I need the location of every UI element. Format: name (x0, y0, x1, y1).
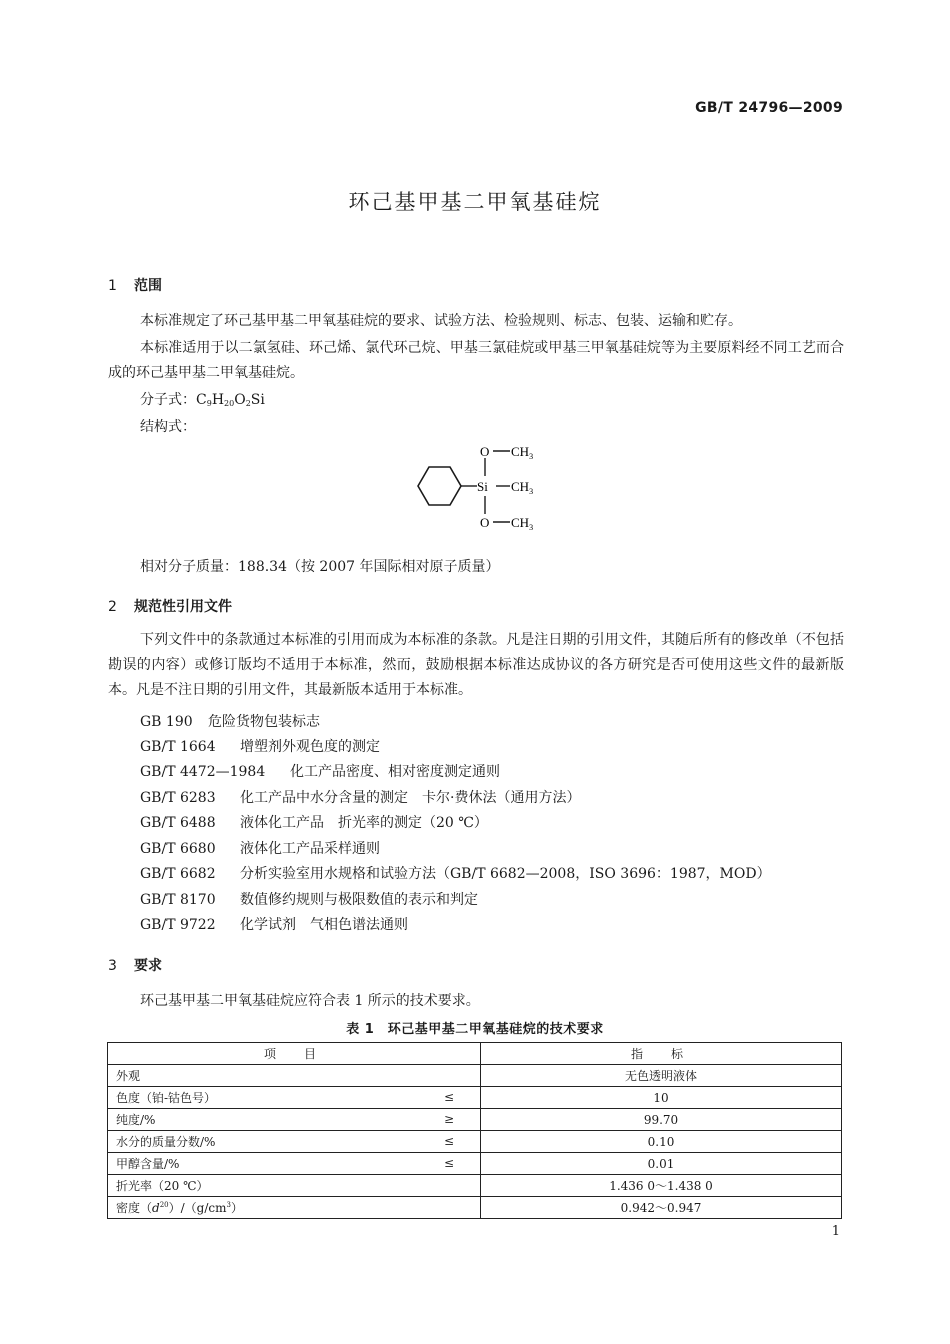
reference-title: 化工产品中水分含量的测定 卡尔·费休法（通用方法） (240, 790, 581, 806)
formula-c-count: 9 (206, 399, 212, 408)
page-number: 1 (831, 1224, 840, 1239)
section-title: 范围 (134, 278, 162, 294)
reference-title: 数值修约规则与极限数值的表示和判定 (240, 892, 478, 908)
item-cell (108, 1109, 481, 1131)
reference-item (140, 914, 408, 934)
formula-label: 分子式： (140, 392, 196, 408)
reference-item (140, 711, 320, 731)
value-cell: 99.70 (481, 1109, 842, 1131)
reference-code: GB 190 (140, 714, 193, 730)
density-symbol: d (152, 1201, 160, 1215)
value-cell: 10 (481, 1087, 842, 1109)
scope-paragraph-2: 本标准适用于以二氯氢硅、环己烯、氯代环己烷、甲基三氯硅烷或甲基三甲氧基硅烷等为主要原料经不同工艺而合成的环己基甲基二甲氧基硅烷。 (108, 340, 844, 381)
reference-title: 增塑剂外观色度的测定 (240, 739, 380, 755)
density-temperature: 20 (159, 1201, 169, 1209)
formula-c: C (196, 392, 207, 408)
reference-item (140, 812, 488, 832)
reference-item (140, 889, 478, 909)
methyl-label: $CH_3$ (511, 479, 534, 496)
comparison-sign: ≤ (443, 1156, 454, 1170)
section-3-heading (108, 955, 162, 975)
reference-code: GB/T 6680 (140, 841, 216, 857)
table-caption: 表 1 环己基甲基二甲氧基硅烷的技术要求 (346, 1022, 604, 1037)
table-header-row (108, 1043, 842, 1065)
formula-h: H (211, 392, 225, 408)
section-title: 要求 (134, 958, 162, 974)
comparison-sign: ≥ (443, 1112, 454, 1126)
section-title: 规范性引用文件 (134, 599, 232, 615)
references-intro: 下列文件中的条款通过本标准的引用而成为本标准的条款。凡是注日期的引用文件，其随后所有的修改单（不包括勘误的内容）或修订版均不适用于本标准，然而，鼓励根据本标准达成协议的各方研究是否可使用这些文件的最新版本。凡是不注日期的引用文件，其最新版本适用于本标准。 (108, 632, 844, 698)
oxygen-top-label: O (480, 444, 490, 459)
table-row (108, 1153, 842, 1175)
reference-item (140, 736, 380, 756)
item-cell (108, 1175, 481, 1197)
density-suffix: ） (230, 1201, 243, 1215)
reference-code: GB/T 6682 (140, 866, 216, 882)
section-number: 1 (108, 278, 117, 294)
density-prefix: 密度（ (116, 1201, 153, 1215)
standard-number: GB/T 24796—2009 (695, 100, 843, 116)
methoxy-bottom-label: $CH_3$ (511, 515, 534, 532)
formula-si: Si (250, 392, 265, 408)
item-cell (108, 1131, 481, 1153)
item-cell (108, 1197, 481, 1219)
scope-paragraph-1: 本标准规定了环己基甲基二甲氧基硅烷的要求、试验方法、检验规则、标志、包装、运输和贮存。 (140, 313, 742, 329)
reference-item (140, 863, 771, 883)
methoxy-top-label: $CH_3$ (511, 444, 534, 461)
comparison-sign: ≤ (443, 1134, 454, 1148)
item-cell (108, 1087, 481, 1109)
item-name: 纯度/% (116, 1113, 156, 1127)
oxygen-bottom-label: O (480, 515, 490, 530)
item-name: 甲醇含量/% (116, 1157, 180, 1171)
table-row (108, 1065, 842, 1087)
reference-code: GB/T 4472—1984 (140, 764, 266, 780)
item-name: 水分的质量分数/% (116, 1135, 216, 1149)
reference-item (140, 787, 580, 807)
reference-item (140, 838, 380, 858)
column-header-item: 项 目 (108, 1043, 481, 1065)
reference-title: 分析实验室用水规格和试验方法（GB/T 6682—2008，ISO 3696：1987，MOD） (240, 866, 771, 882)
density-unit: ）/（g/cm (168, 1201, 227, 1215)
table-row (108, 1087, 842, 1109)
item-name: 折光率（20 ℃） (116, 1179, 209, 1193)
value-cell: 无色透明液体 (481, 1065, 842, 1087)
molar-mass: 相对分子质量：188.34（按 2007 年国际相对原子质量） (140, 559, 500, 575)
item-name: 外观 (116, 1069, 141, 1083)
value-cell: 0.01 (481, 1153, 842, 1175)
table-row (108, 1131, 842, 1153)
value-cell: 1.436 0～1.438 0 (481, 1175, 842, 1197)
structural-formula (410, 440, 550, 532)
molecular-formula (140, 389, 265, 409)
item-cell (108, 1065, 481, 1087)
reference-title: 化工产品密度、相对密度测定通则 (290, 764, 500, 780)
formula-o: O (234, 392, 246, 408)
reference-title: 危险货物包装标志 (208, 714, 320, 730)
density-unit-exponent: 3 (226, 1201, 231, 1209)
reference-code: GB/T 1664 (140, 739, 216, 755)
reference-code: GB/T 6283 (140, 790, 216, 806)
reference-code: GB/T 6488 (140, 815, 216, 831)
value-cell: 0.942～0.947 (481, 1197, 842, 1219)
reference-item (140, 761, 500, 781)
table-row (108, 1109, 842, 1131)
section-number: 2 (108, 599, 117, 615)
item-name: 色度（铂-钴色号） (116, 1091, 217, 1105)
document-title: 环己基甲基二甲氧基硅烷 (348, 190, 602, 214)
reference-title: 化学试剂 气相色谱法通则 (240, 917, 408, 933)
table-row (108, 1197, 842, 1219)
reference-title: 液体化工产品采样通则 (240, 841, 380, 857)
structure-label: 结构式： (140, 419, 196, 435)
section-number: 3 (108, 958, 117, 974)
column-header-value: 指 标 (481, 1043, 842, 1065)
item-cell (108, 1153, 481, 1175)
section-1-heading (108, 275, 162, 295)
reference-title: 液体化工产品 折光率的测定（20 ℃） (240, 815, 488, 831)
reference-code: GB/T 9722 (140, 917, 216, 933)
value-cell: 0.10 (481, 1131, 842, 1153)
formula-o-count: 2 (245, 399, 251, 408)
table-row (108, 1175, 842, 1197)
structural-formula-drawing (410, 440, 550, 532)
reference-code: GB/T 8170 (140, 892, 216, 908)
formula-h-count: 20 (224, 399, 235, 408)
cyclohexane-ring (418, 467, 461, 505)
comparison-sign: ≤ (443, 1090, 454, 1104)
silicon-label: Si (477, 479, 488, 494)
requirements-text: 环己基甲基二甲氧基硅烷应符合表 1 所示的技术要求。 (140, 993, 480, 1009)
requirements-table (107, 1042, 842, 1219)
section-2-heading (108, 596, 232, 616)
